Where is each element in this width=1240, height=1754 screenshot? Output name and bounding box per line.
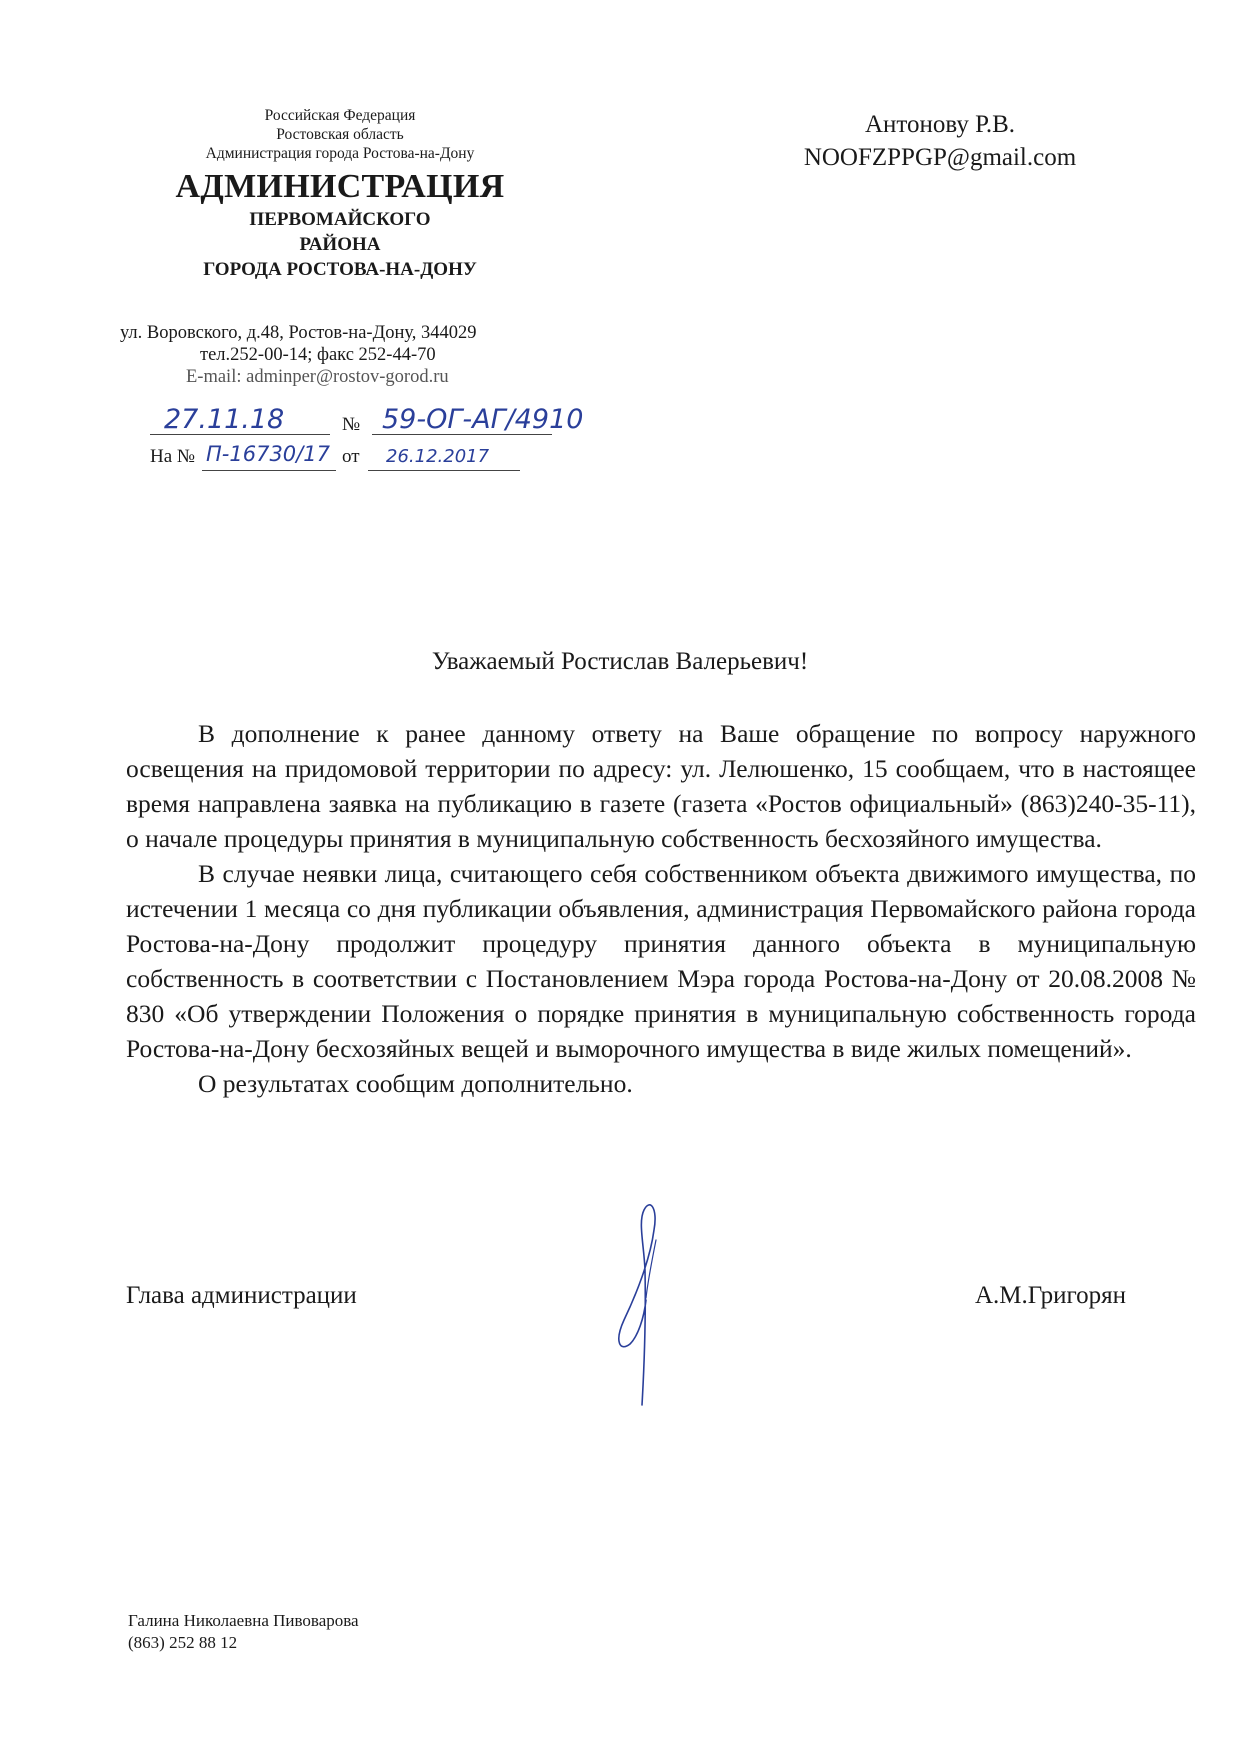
signatory-position: Глава администрации	[126, 1282, 357, 1309]
recipient-name: Антонову Р.В.	[864, 111, 1016, 138]
letter-body	[126, 716, 1196, 1101]
reference-number: П-16730/17	[206, 442, 330, 466]
executor-name: Галина Николаевна Пивоварова	[128, 1611, 359, 1630]
sender-phone: тел.252-00-14; факс 252-44-70	[200, 345, 436, 365]
greeting: Уважаемый Ростислав Валерьевич!	[431, 648, 809, 675]
reference-date: 26.12.2017	[386, 446, 490, 467]
sender-block	[150, 106, 530, 282]
recipient-block	[740, 108, 1140, 174]
sender-email: E-mail: adminper@rostov-gorod.ru	[186, 367, 449, 387]
sender-region: Ростовская область	[276, 126, 404, 143]
sender-subtitle-2: РАЙОНА	[299, 234, 381, 255]
number-underline	[372, 434, 552, 435]
reference-number-underline	[202, 470, 336, 471]
recipient-email: NOOFZPPGP@gmail.com	[803, 144, 1077, 171]
sender-country: Российская Федерация	[264, 107, 416, 124]
sender-address: ул. Воровского, д.48, Ростов-на-Дону, 344029	[120, 323, 477, 343]
paragraph-2: В случае неявки лица, считающего себя собственником объекта движимого имущества, по истечении 1 месяца со дня публикации объявления, администрация Первомайского района города Ростова-на-Дону продолжит процедуру принятия данного объекта в муниципальную собственность в соответствии с Постановлением Мэра города Ростова-на-Дону от 20.08.2008 № 830 «Об утверждении Положения о порядке принятия в муниципальную собственность города Ростова-на-Дону бесхозяйных вещей и выморочного имущества в виде жилых помещений».	[126, 859, 1196, 1063]
handwritten-signature	[600, 1200, 690, 1410]
executor-phone: (863) 252 88 12	[128, 1633, 238, 1652]
paragraph-1: В дополнение к ранее данному ответу на Ваше обращение по вопросу наружного освещения на придомовой территории по адресу: ул. Лелюшенко, 15 сообщаем, что в настоящее время направлена заявка на публикацию в газете (газета «Ростов официальный» (863)240-35-11), о начале процедуры принятия в муниципальную собственность бесхозяйного имущества.	[126, 719, 1196, 853]
reference-date-underline	[368, 470, 520, 471]
registration-number: 59-ОГ-АГ/4910	[382, 404, 584, 435]
sender-title: АДМИНИСТРАЦИЯ	[175, 168, 505, 205]
registration-date: 27.11.18	[164, 404, 285, 435]
paragraph-3: О результатах сообщим дополнительно.	[198, 1069, 633, 1098]
registration-block	[150, 400, 670, 470]
sender-city-admin: Администрация города Ростова-на-Дону	[205, 145, 475, 162]
executor-block	[128, 1610, 359, 1654]
signatory-name: А.М.Григорян	[975, 1282, 1127, 1309]
reference-label: На №	[150, 446, 196, 467]
registration-number-label: №	[342, 414, 361, 435]
sender-contacts	[120, 322, 540, 388]
reference-from-label: от	[342, 446, 360, 467]
sender-subtitle-1: ПЕРВОМАЙСКОГО	[249, 209, 431, 230]
date-underline	[150, 434, 330, 435]
sender-subtitle-3: ГОРОДА РОСТОВА-НА-ДОНУ	[203, 259, 477, 280]
